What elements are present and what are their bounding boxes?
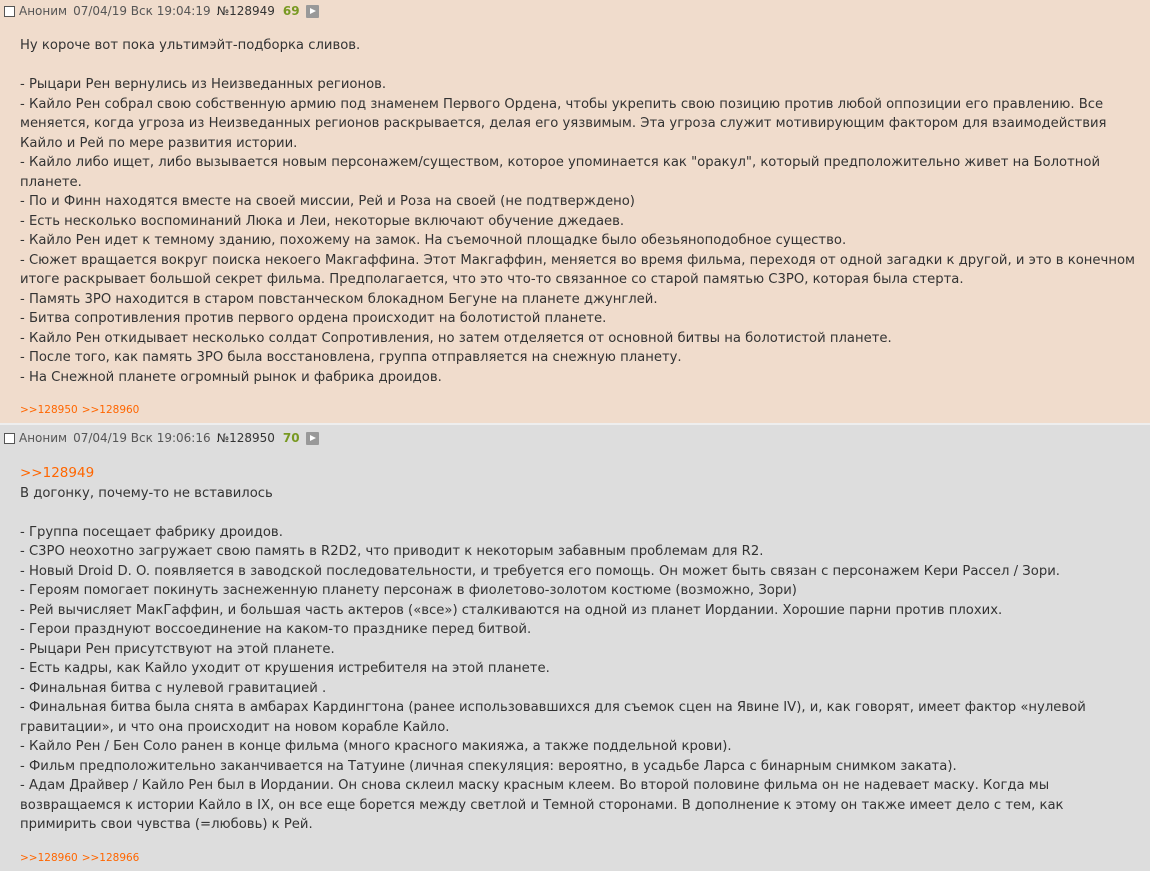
post-text-line: - Сюжет вращается вокруг поиска некоего Макгаффина. Этот Макгаффин, меняется во время фильма, переходя от одной загадки к другой, и это в конечном итоге раскрывает большой секрет фильма. Предполагается, что это что-то связанное со старой памятью С3РО, которая была стерта. [20, 252, 1140, 287]
post-body [20, 36, 1140, 387]
post-text-line: - Рей вычисляет МакГаффин, и большая часть актеров («все») сталкиваются на одной из планет Иордании. Хорошие парни против плохих. [20, 602, 1003, 618]
post-body [20, 464, 1135, 835]
select-post-checkbox[interactable] [4, 433, 15, 444]
post-text-line: - Герои празднуют воссоединение на каком-то празднике перед битвой. [20, 622, 532, 637]
post-header [4, 3, 319, 19]
post-text-line: - Рыцари Рен присутствуют на этой планете. [20, 641, 335, 657]
reply-links [20, 852, 143, 864]
post-text-line: - Кайло Рен идет к темному зданию, похожему на замок. На съемочной площадке было обезьяноподобное существо. [20, 233, 847, 248]
post-date: 07/04/19 Вск 19:04:19 [73, 4, 211, 18]
post-text-line: - Битва сопротивления против первого ордена происходит на болотистой планете. [20, 311, 607, 326]
post-text-line: - С3РО неохотно загружает свою память в R2D2, что приводит к некоторым забавным проблемам для R2. [20, 544, 764, 559]
post-128950 [0, 425, 1150, 871]
post-number-link[interactable]: №128950 [216, 431, 275, 445]
reply-link[interactable]: >>128966 [81, 852, 140, 864]
quote-link[interactable]: >>128949 [20, 465, 95, 481]
post-text-line: В догонку, почему-то не вставилось [20, 485, 273, 501]
play-icon[interactable] [306, 432, 319, 445]
post-text-line: - На Снежной планете огромный рынок и фабрика дроидов. [20, 369, 442, 385]
post-text-line: - Адам Драйвер / Кайло Рен был в Иордании. Он снова склеил маску красным клеем. Во второй половине фильма он не надевает маску. Когда мы возвращаемся к истории Кайло в IX, он все еще борется между светлой и Темной сторонами. В дополнение к этому он также имеет дело с тем, как примирить свои чувства (=любовь) к Рей. [20, 778, 1068, 832]
post-header [4, 430, 319, 446]
post-text-line: - Память 3РО находится в старом повстанческом блокадном Бегуне на планете джунглей. [20, 291, 658, 307]
post-text-line: - Героям помогает покинуть заснеженную планету персонаж в фиолетово-золотом костюме (возможно, Зори) [20, 583, 797, 598]
post-text-line [20, 503, 1135, 523]
select-post-checkbox[interactable] [4, 6, 15, 17]
post-text-line: - Рыцари Рен вернулись из Неизведанных регионов. [20, 77, 387, 92]
post-text-line: - Кайло Рен собрал свою собственную армию под знаменем Первого Ордена, чтобы укрепить свою позицию против любой оппозиции его правлению. Все меняется, когда угроза из Неизведанных регионов раскрывается, делая его уязвимым. Эта угроза служит мотивирующим фактором для взаимодействия Кайло и Рей по мере развития истории. [20, 96, 1111, 151]
post-text-line: - Новый Droid D. O. появляется в заводской последовательности, и требуется его помощь. Он может быть связан с персонажем Кери Рассел / Зори. [20, 563, 1060, 579]
post-number-link[interactable]: №128949 [216, 4, 275, 18]
post-text-line: - Группа посещает фабрику дроидов. [20, 524, 283, 540]
post-text-line [20, 56, 1135, 76]
post-text-line: - Кайло Рен откидывает несколько солдат Сопротивления, но затем отделяется от основной битвы на болотистой планете. [20, 330, 892, 346]
post-text-line: - Кайло Рен / Бен Соло ранен в конце фильма (много красного макияжа, а также поддельной крови). [20, 739, 732, 754]
reply-link[interactable]: >>128960 [20, 852, 78, 864]
reply-link[interactable]: >>128960 [81, 404, 140, 416]
post-count: 69 [282, 4, 300, 18]
post-text-line: - После того, как память 3РО была восстановлена, группа отправляется на снежную планету. [20, 350, 682, 365]
post-count: 70 [282, 431, 300, 445]
post-text-line: Ну короче вот пока ультимэйт-подборка сливов. [20, 38, 361, 53]
post-128949 [0, 0, 1150, 423]
post-text-line: - Кайло либо ищет, либо вызывается новым персонажем/существом, которое упоминается как "оракул", который предположительно живет на Болотной планете. [20, 155, 1105, 190]
post-author: Аноним [19, 431, 68, 445]
post-author: Аноним [19, 4, 68, 18]
post-text-line: - Есть несколько воспоминаний Люка и Леи, некоторые включают обучение джедаев. [20, 213, 625, 229]
reply-links [20, 404, 143, 416]
post-text-line: - Фильм предположительно заканчивается на Татуине (личная спекуляция: вероятно, в усадьбе Ларса с бинарным снимком заката). [20, 758, 957, 774]
reply-link[interactable]: >>128950 [20, 404, 78, 416]
post-text-line: - Есть кадры, как Кайло уходит от крушения истребителя на этой планете. [20, 661, 550, 676]
post-text-line: - Финальная битва была снята в амбарах Кардингтона (ранее использовавшихся для съемок сцен на Явине IV), и, как говорят, имеет фактор «нулевой гравитации», и что она происходит на новом корабле Кайло. [20, 700, 1090, 735]
post-date: 07/04/19 Вск 19:06:16 [73, 431, 211, 445]
play-icon[interactable] [306, 5, 319, 18]
post-text-line: - По и Финн находятся вместе на своей миссии, Рей и Роза на своей (не подтверждено) [20, 194, 635, 209]
post-text-line: - Финальная битва с нулевой гравитацией . [20, 680, 327, 696]
